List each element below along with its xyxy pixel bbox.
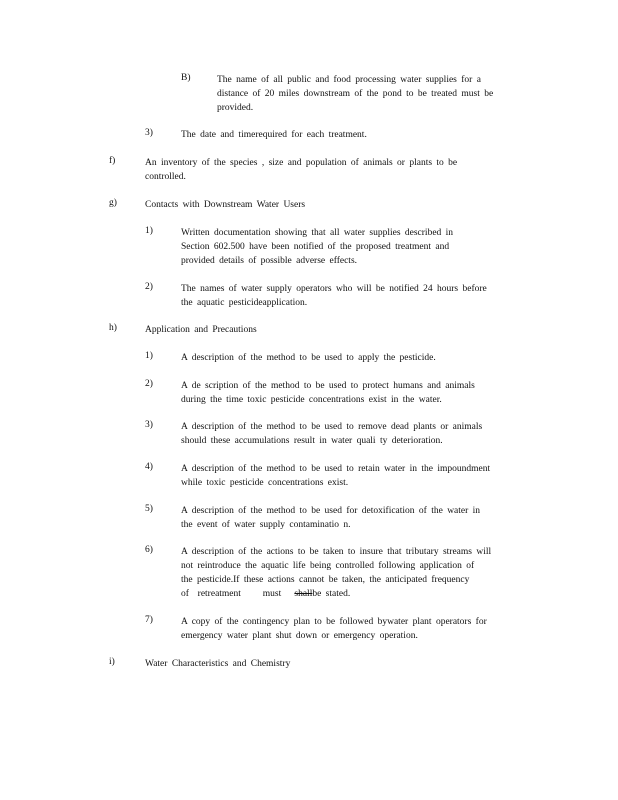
section-heading-h	[109, 323, 257, 337]
item-text: A description of the method to be used to remove dead plants or animals should these accumulations result in water quali ty deterioration.	[181, 422, 483, 446]
list-item-h3	[145, 420, 482, 448]
list-item-f	[109, 156, 457, 184]
item-label: h)	[109, 323, 117, 333]
section-heading-i	[109, 657, 290, 671]
item-label: B)	[181, 73, 191, 83]
item-label: 4)	[145, 462, 153, 472]
item-text: An inventory of the species , size and population of animals or plants to be controlled.	[145, 158, 458, 182]
item-label: 3)	[145, 420, 153, 430]
list-item-h4	[145, 462, 490, 490]
item-label: i)	[109, 657, 115, 667]
item-text: Contacts with Downstream Water Users	[145, 200, 306, 210]
item-text: A description of the method to be used for detoxification of the water in the event of water supply contaminatio n.	[181, 506, 481, 530]
item-text: The names of water supply operators who will be notified 24 hours before the aquatic pesticideapplication.	[181, 284, 487, 308]
item-label: 5)	[145, 504, 153, 514]
item-text: Written documentation showing that all water supplies described in Section 602.500 have been notified of the proposed treatment and provided details of possible adverse effects.	[181, 228, 454, 266]
list-item-h2	[145, 379, 475, 407]
item-label: 7)	[145, 615, 153, 625]
item-label: 2)	[145, 379, 153, 389]
list-item-h6	[145, 545, 491, 601]
list-item-b	[181, 73, 493, 115]
item-text: A description of the method to be used to retain water in the impoundment while toxic pesticide concentrations exist.	[181, 464, 491, 488]
item-text: A description of the actions to be taken to insure that tributary streams will not reintroduce the aquatic life being controlled following application of the pesticide.If these actions cannot be taken, the anticipated frequency of retreatment must shallbe stated.	[181, 547, 492, 599]
section-heading-g	[109, 198, 305, 212]
item-label: 3)	[145, 128, 153, 138]
item-text: A description of the method to be used to apply the pesticide.	[181, 353, 436, 363]
item-text: A copy of the contingency plan to be followed bywater plant operators for emergency water plant shut down or emergency operation.	[181, 617, 487, 641]
item-label: f)	[109, 156, 116, 166]
item-label: 1)	[145, 351, 153, 361]
struck-text: shall	[294, 589, 313, 599]
list-item-g2	[145, 282, 487, 310]
list-item-g1	[145, 226, 453, 268]
list-item-3	[145, 128, 367, 142]
item-text: Application and Precautions	[145, 325, 257, 335]
item-text: The date and timerequired for each treatment.	[181, 130, 367, 140]
list-item-h5	[145, 504, 480, 532]
list-item-h1	[145, 351, 436, 365]
item-text: A de scription of the method to be used to protect humans and animals during the time toxic pesticide concentrations exist in the water.	[181, 381, 475, 405]
item-label: 6)	[145, 545, 153, 555]
item-label: g)	[109, 198, 117, 208]
item-text: The name of all public and food processing water supplies for a distance of 20 miles downstream of the pond to be treated must be provided.	[217, 75, 494, 113]
item-label: 1)	[145, 226, 153, 236]
item-label: 2)	[145, 282, 153, 292]
list-item-h7	[145, 615, 487, 643]
item-text: Water Characteristics and Chemistry	[145, 659, 291, 669]
